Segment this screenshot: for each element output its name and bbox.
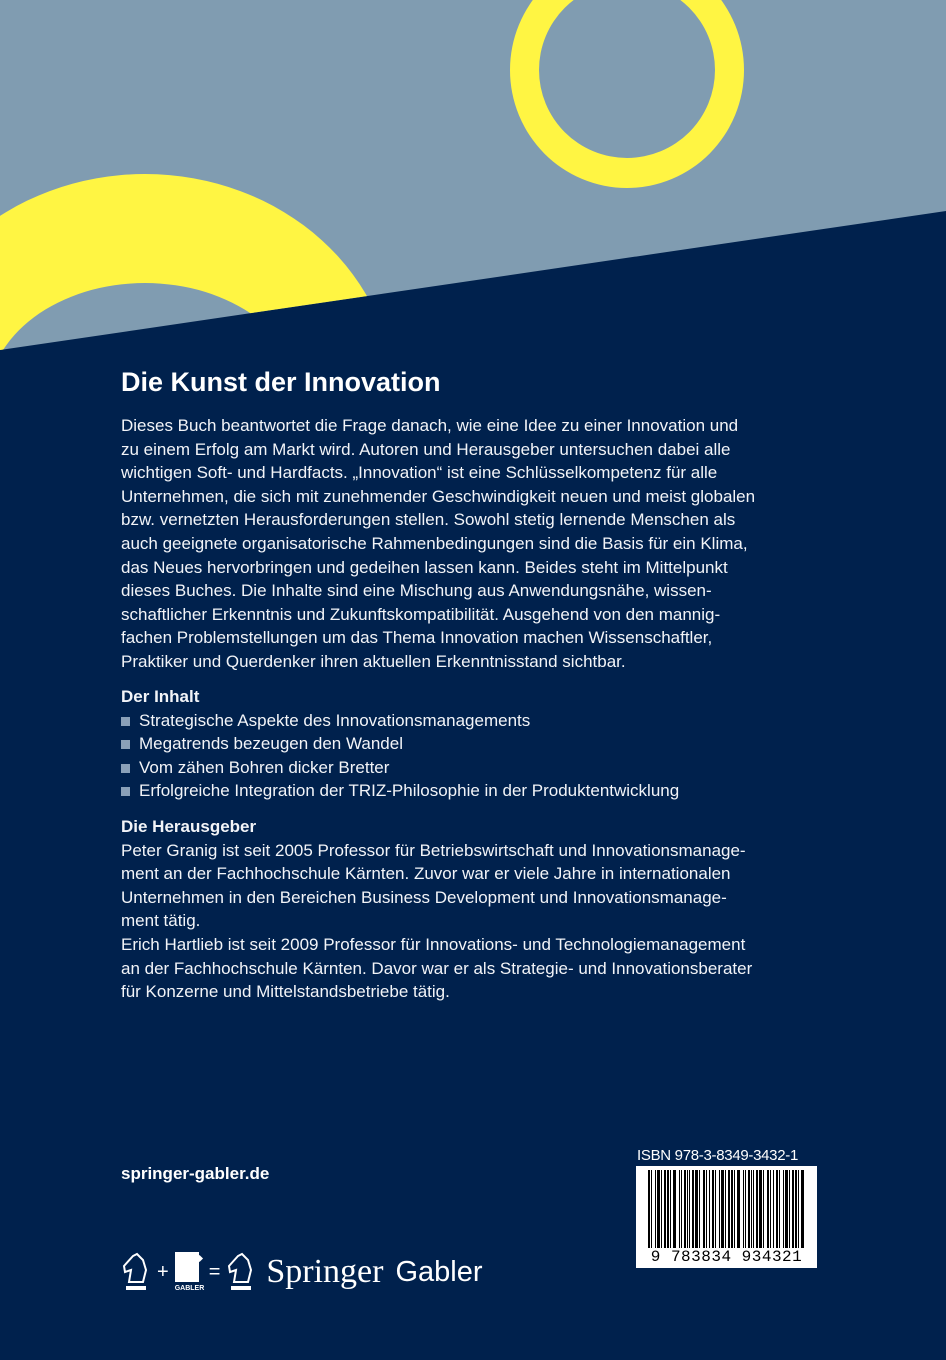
list-item: Vom zähen Bohren dicker Bretter (121, 756, 679, 780)
barcode (636, 1166, 817, 1268)
list-item: Megatrends bezeugen den Wandel (121, 732, 679, 756)
barcode-bar (725, 1170, 726, 1248)
barcode-bar (719, 1170, 720, 1248)
gabler-logo-label: GABLER (174, 1285, 205, 1292)
barcode-bar (734, 1170, 735, 1248)
barcode-bar (798, 1170, 799, 1248)
barcode-bar (703, 1170, 705, 1248)
barcode-bar (773, 1170, 774, 1248)
barcode-bar (785, 1170, 788, 1248)
barcode-bar (667, 1170, 669, 1248)
equals-sign: = (208, 1260, 221, 1283)
barcode-bar (715, 1170, 716, 1248)
barcode-bar (748, 1170, 750, 1248)
description-line: zu einem Erfolg am Markt wird. Autoren und Herausgeber untersuchen dabei alle (121, 439, 731, 459)
barcode-bar (687, 1170, 688, 1248)
springer-knight-icon (226, 1252, 256, 1292)
springer-knight-icon (121, 1252, 151, 1292)
barcode-bar (648, 1170, 650, 1248)
barcode-bar (651, 1170, 652, 1248)
editors-line: an der Fachhochschule Kärnten. Davor war er als Strategie- und Innovationsberater (121, 958, 753, 978)
barcode-bar (731, 1170, 733, 1248)
barcode-bar (681, 1170, 682, 1248)
barcode-bar (737, 1170, 740, 1248)
barcode-bar (657, 1170, 660, 1248)
barcode-bar (770, 1170, 771, 1248)
description-line: auch geeignete organisatorische Rahmenbedingungen sind die Basis für ein Klima, (121, 533, 748, 553)
barcode-bar (801, 1170, 804, 1248)
editors-line: ment tätig. (121, 911, 201, 931)
gabler-wordmark: Gabler (395, 1255, 483, 1288)
barcode-bar (721, 1170, 724, 1248)
editors-line: für Konzerne und Mittelstandsbetriebe tätig. (121, 982, 450, 1002)
square-bullet-icon (121, 740, 130, 749)
description-line: Praktiker und Querdenker ihren aktuellen Erkenntnisstand sichtbar. (121, 651, 626, 671)
barcode-bar (699, 1170, 700, 1248)
square-bullet-icon (121, 764, 130, 773)
cover-artwork (0, 0, 946, 360)
barcode-bar (706, 1170, 707, 1248)
website-link[interactable]: springer-gabler.de (121, 1164, 270, 1183)
barcode-bar (673, 1170, 676, 1248)
barcode-bar (763, 1170, 764, 1248)
editors-line: Unternehmen in den Bereichen Business Development und Innovationsmanage- (121, 887, 727, 907)
barcode-bar (670, 1170, 671, 1248)
gabler-logo (175, 1252, 203, 1292)
barcode-number: 9 783834 934321 (650, 1248, 803, 1266)
barcode-bar (679, 1170, 680, 1248)
barcode-bars-icon (642, 1170, 811, 1248)
contents-heading: Der Inhalt (121, 687, 200, 706)
editors-heading: Die Herausgeber (121, 817, 257, 836)
plus-sign: + (157, 1260, 169, 1283)
barcode-bar (692, 1170, 694, 1248)
editors-line: ment an der Fachhochschule Kärnten. Zuvor war er viele Jahre in internationalen (121, 864, 731, 884)
barcode-bar (753, 1170, 754, 1248)
barcode-bar (776, 1170, 778, 1248)
barcode-bar (756, 1170, 758, 1248)
barcode-bar (689, 1170, 690, 1248)
barcode-bar (709, 1170, 710, 1248)
barcode-bar (655, 1170, 656, 1248)
springer-wordmark: Springer (266, 1253, 384, 1290)
description (121, 414, 755, 674)
barcode-bar (745, 1170, 746, 1248)
square-bullet-icon (121, 717, 130, 726)
square-bullet-icon (121, 787, 130, 796)
barcode-bar (783, 1170, 784, 1248)
barcode-bar (767, 1170, 769, 1248)
editors-line: Peter Granig ist seit 2005 Professor für Betriebswirtschaft und Innovationsmanage- (121, 840, 746, 860)
description-line: bzw. vernetzten Herausforderungen stellen. Sowohl stetig lernende Menschen als (121, 510, 736, 530)
barcode-bar (661, 1170, 662, 1248)
list-item: Erfolgreiche Integration der TRIZ-Philosophie in der Produktentwicklung (121, 779, 679, 803)
barcode-bar (684, 1170, 686, 1248)
description-line: schaftlicher Erkenntnis und Zukunftskompatibilität. Ausgehend von den mannig- (121, 604, 721, 624)
description-line: Dieses Buch beantwortet die Frage danach, wie eine Idee zu einer Innovation und (121, 416, 739, 435)
publisher-logos (121, 1252, 483, 1292)
description-line: wichtigen Soft- und Hardfacts. „Innovation“ ist eine Schlüsselkompetenz für alle (121, 463, 718, 483)
isbn-label: ISBN 978-3-8349-3432-1 (637, 1147, 799, 1164)
barcode-bar (759, 1170, 762, 1248)
description-line: das Neues hervorbringen und gedeihen lassen kann. Beides steht im Mittelpunkt (121, 557, 728, 577)
barcode-bar (751, 1170, 752, 1248)
barcode-bar (792, 1170, 794, 1248)
description-line: Unternehmen, die sich mit zunehmender Geschwindigkeit neuen und meist globalen (121, 486, 756, 506)
barcode-bar (664, 1170, 666, 1248)
list-item: Strategische Aspekte des Innovationsmanagements (121, 709, 679, 733)
barcode-bar (779, 1170, 780, 1248)
book-title: Die Kunst der Innovation (121, 367, 441, 397)
editors-line: Erich Hartlieb ist seit 2009 Professor für Innovations- und Technologiemanagement (121, 934, 746, 954)
barcode-bar (789, 1170, 790, 1248)
description-line: dieses Buches. Die Inhalte sind eine Mischung aus Anwendungsnähe, wissen- (121, 581, 712, 601)
barcode-bar (728, 1170, 730, 1248)
barcode-bar (712, 1170, 714, 1248)
editors-section (121, 815, 752, 1004)
description-line: fachen Problemstellungen um das Thema Innovation machen Wissenschaftler, (121, 628, 713, 648)
contents-section (121, 685, 679, 803)
barcode-bar (795, 1170, 797, 1248)
barcode-bar (695, 1170, 698, 1248)
barcode-bar (743, 1170, 744, 1248)
